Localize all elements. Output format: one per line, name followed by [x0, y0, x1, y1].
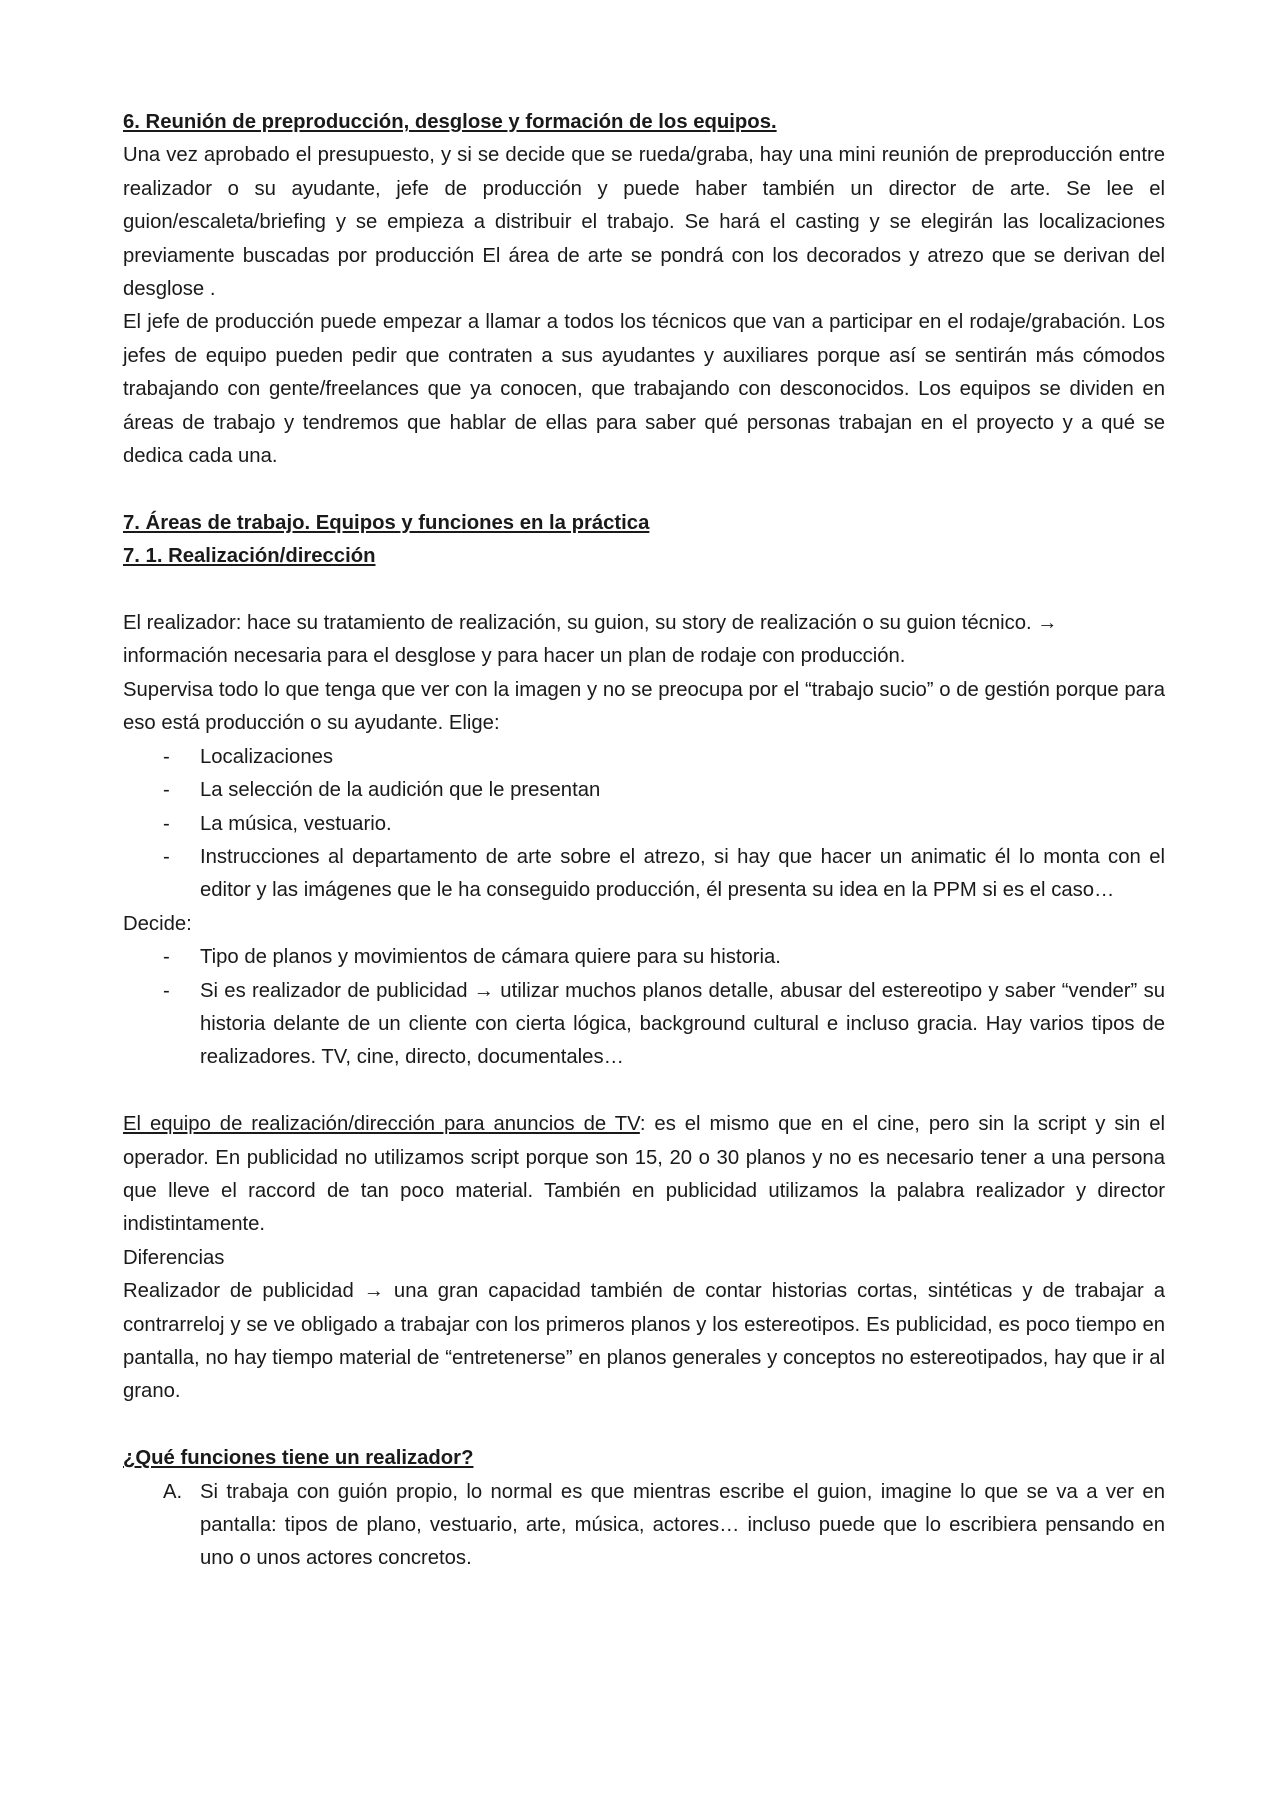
funciones-list: [123, 1476, 1165, 1576]
list-dash-marker: -: [163, 779, 170, 802]
list-item: [123, 1476, 1165, 1576]
list-item: [123, 941, 1165, 974]
list-item: [123, 741, 1165, 774]
decide-label: Decide:: [123, 912, 192, 935]
realizador-paragraph-line-2: información necesaria para el desglose y para hacer un plan de rodaje con producción.: [123, 645, 906, 668]
elige-list: [123, 741, 1165, 908]
section-7-1-subheading: 7. 1. Realización/dirección: [123, 545, 376, 568]
list-item: [123, 841, 1165, 908]
equipo-paragraph: [123, 1108, 1165, 1242]
spacer: [123, 1075, 1165, 1108]
list-item-text: Instrucciones al departamento de arte sobre el atrezo, si hay que hacer un animatic él lo monta con el editor y las imágenes que le ha conseguido producción, él presenta su idea en la PPM si es el caso…: [200, 845, 1165, 902]
spacer: [123, 574, 1165, 607]
supervisa-paragraph: Supervisa todo lo que tenga que ver con la imagen y no se preocupa por el “trabajo sucio” o de gestión porque para eso está producción o su ayudante. Elige:: [123, 678, 1165, 735]
list-dash-marker: -: [163, 812, 170, 835]
list-dash-marker: -: [163, 979, 170, 1002]
list-item-text: La selección de la audición que le presentan: [200, 779, 601, 802]
section-6-paragraph-2: El jefe de producción puede empezar a llamar a todos los técnicos que van a participar en el rodaje/grabación. Los jefes de equipo pueden pedir que contraten a sus ayudantes y auxiliares porque así se sentirán más cómodos trabajando con gente/freelances que ya conocen, que trabajando con desconocidos. Los equipos se dividen en áreas de trabajo y tendremos que hablar de ellas para saber qué personas trabajan en el proyecto y a qué se dedica cada una.: [123, 311, 1165, 468]
diferencias-label: Diferencias: [123, 1246, 225, 1269]
list-item: [123, 808, 1165, 841]
equipo-text: : es el mismo que en el cine, pero sin la script y sin el operador. En publicidad no utilizamos script porque son 15, 20 o 30 planos y no es necesario tener a una persona que lleve el raccord de tan poco material. También en publicidad utilizamos la palabra realizador y director indistintamente.: [123, 1113, 1165, 1236]
realizador-paragraph-line-1: El realizador: hace su tratamiento de realización, su guion, su story de realización o su guion técnico. →: [123, 612, 1058, 635]
list-item: [123, 774, 1165, 807]
list-item-text: La música, vestuario.: [200, 812, 392, 835]
list-dash-marker: -: [163, 946, 170, 969]
list-item-text: Si trabaja con guión propio, lo normal es que mientras escribe el guion, imagine lo que se va a ver en pantalla: tipos de plano, vestuario, arte, música, actores… incluso puede que lo escribiera pensando en uno o unos actores concretos.: [200, 1480, 1165, 1570]
document-body: [123, 106, 1165, 1576]
list-dash-marker: -: [163, 745, 170, 768]
section-6-paragraph-1: Una vez aprobado el presupuesto, y si se decide que se rueda/graba, hay una mini reunión de preproducción entre realizador o su ayudante, jefe de producción y puede haber también un director de arte. Se lee el guion/escaleta/briefing y se empieza a distribuir el trabajo. Se hará el casting y se elegirán las localizaciones previamente buscadas por producción El área de arte se pondrá con los decorados y atrezo que se derivan del desglose .: [123, 144, 1165, 301]
spacer: [123, 1409, 1165, 1442]
funciones-heading: ¿Qué funciones tiene un realizador?: [123, 1447, 474, 1470]
list-dash-marker: -: [163, 845, 170, 868]
list-item-text: Localizaciones: [200, 745, 334, 768]
spacer: [123, 473, 1165, 506]
list-item-text: Tipo de planos y movimientos de cámara quiere para su historia.: [200, 946, 781, 969]
list-item: [123, 975, 1165, 1075]
list-item-text: Si es realizador de publicidad → utilizar muchos planos detalle, abusar del estereotipo y saber “vender” su historia delante de un cliente con cierta lógica, background cultural e incluso gracia. Hay varios tipos de realizadores. TV, cine, directo, documentales…: [200, 979, 1165, 1069]
list-letter-marker: A.: [163, 1480, 183, 1503]
diferencias-paragraph: Realizador de publicidad → una gran capacidad también de contar historias cortas, sintéticas y de trabajar a contrarreloj y se ve obligado a trabajar con los primeros planos y los estereotipos. Es publicidad, es poco tiempo en pantalla, no hay tiempo material de “entretenerse” en planos generales y conceptos no estereotipados, hay que ir al grano.: [123, 1280, 1165, 1403]
section-7-heading: 7. Áreas de trabajo. Equipos y funciones en la práctica: [123, 511, 650, 534]
decide-list: [123, 941, 1165, 1075]
section-6-heading: 6. Reunión de preproducción, desglose y formación de los equipos.: [123, 111, 777, 133]
equipo-label: El equipo de realización/dirección para anuncios de TV: [123, 1113, 640, 1136]
